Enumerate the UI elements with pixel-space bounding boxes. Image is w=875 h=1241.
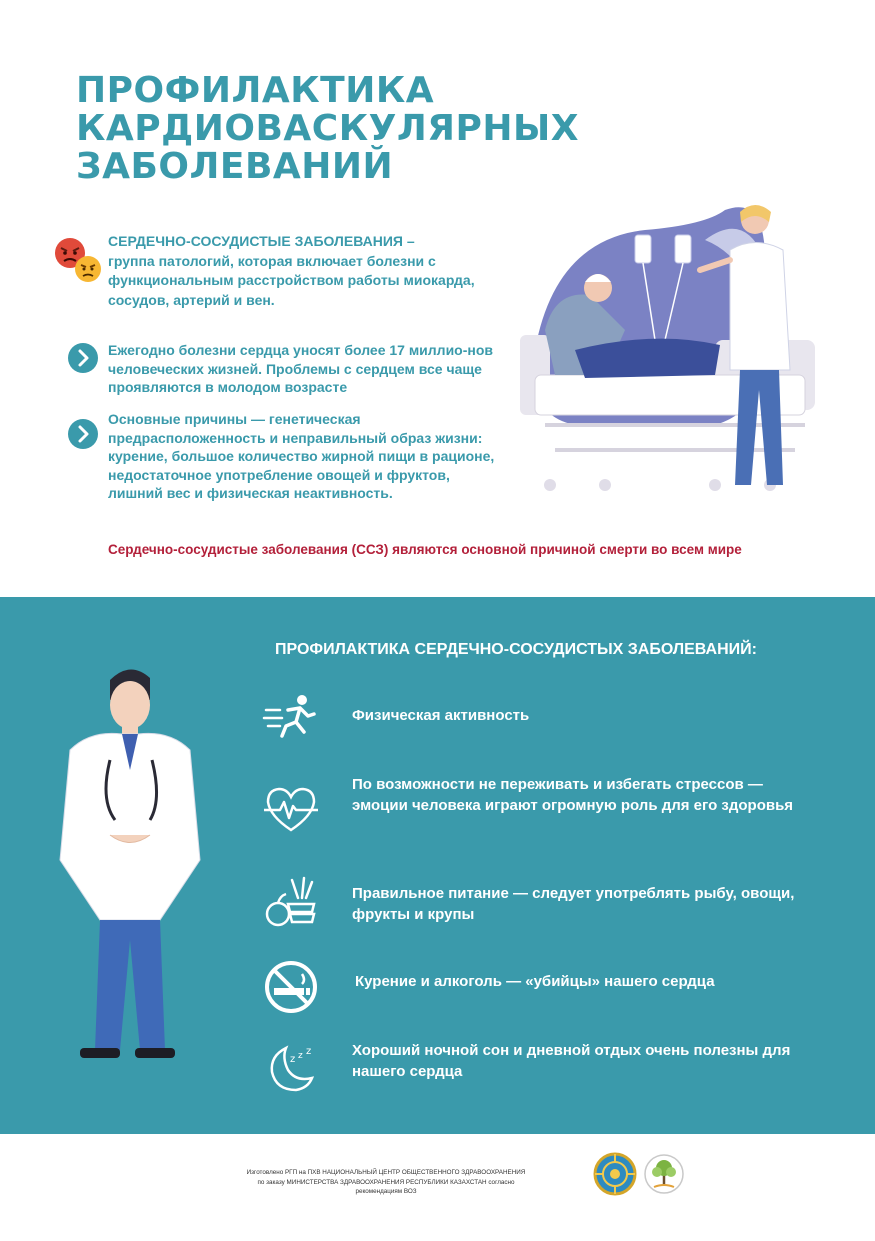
title-line-2: КАРДИОВАСКУЛЯРНЫХ (76, 108, 580, 149)
footer-line-2: по заказу МИНИСТЕРСТВА ЗДРАВООХРАНЕНИЯ РЕСПУБЛИКИ КАЗАХСТАН согласно (257, 1178, 515, 1186)
title-line-1: ПРОФИЛАКТИКА (76, 70, 435, 111)
chevron-right-icon (68, 343, 98, 373)
svg-text:z: z (298, 1051, 303, 1061)
intro-body: группа патологий, которая включает болезни с функциональным расстройством работы миокарда, сосудов, артерий и вен. (108, 252, 475, 308)
prevention-item: Курение и алкоголь — «убийцы» нашего сердца (355, 973, 715, 990)
health-center-logo-icon (642, 1152, 686, 1196)
moon-sleep-icon (262, 1040, 320, 1098)
svg-text:z: z (290, 1054, 296, 1065)
kazakhstan-emblem-icon (593, 1152, 637, 1196)
prevention-item: Хороший ночной сон и дневной отдых очень полезны для нашего сердца (352, 1042, 791, 1080)
alert-text: Сердечно-сосудистые заболевания (ССЗ) являются основной причиной смерти во всем мире (108, 542, 742, 557)
title-line-3: ЗАБОЛЕВАНИЙ (76, 146, 394, 187)
svg-text:z: z (306, 1046, 312, 1057)
running-person-icon (262, 690, 320, 748)
page-title (76, 72, 636, 186)
chevron-right-icon (68, 419, 98, 449)
intro-heading: СЕРДЕЧНО-СОСУДИСТЫЕ ЗАБОЛЕВАНИЯ – (108, 233, 415, 249)
no-smoking-icon (262, 958, 320, 1016)
heart-pulse-icon (262, 780, 320, 838)
footer-line-3: рекомендациям ВОЗ (355, 1188, 417, 1195)
hospital-bed-illustration (515, 200, 835, 500)
prevention-item: Физическая активность (352, 707, 530, 724)
intro-text (108, 232, 508, 310)
footer-line-1: Изготовлено РГП на ПХВ НАЦИОНАЛЬНЫЙ ЦЕНТР ОБЩЕСТВЕННОГО ЗДРАВООХРАНЕНИЯ (246, 1169, 526, 1176)
angry-faces-icon (52, 236, 102, 284)
prevention-title: ПРОФИЛАКТИКА СЕРДЕЧНО-СОСУДИСТЫХ ЗАБОЛЕВАНИЙ: (275, 641, 757, 658)
food-icon (262, 874, 320, 932)
fact-item: Ежегодно болезни сердца уносят более 17 миллио-нов человеческих жизней. Проблемы с сердцем все чаще проявляются в молодом возрасте (108, 342, 494, 395)
prevention-item: Правильное питание — следует употреблять рыбу, овощи, фрукты и крупы (352, 885, 795, 923)
fact-item: Основные причины — генетическая предрасположенность и неправильный образ жизни: курение, большое количество жирной пищи в рационе, недостаточное употребление овощей и фруктов, лишний вес и физическая неактивность. (108, 411, 495, 501)
footer-credits (190, 1168, 582, 1197)
doctor-illustration (40, 660, 215, 1080)
prevention-item: По возможности не переживать и избегать стрессов — эмоции человека играют огромную роль для его здоровья (352, 776, 794, 814)
